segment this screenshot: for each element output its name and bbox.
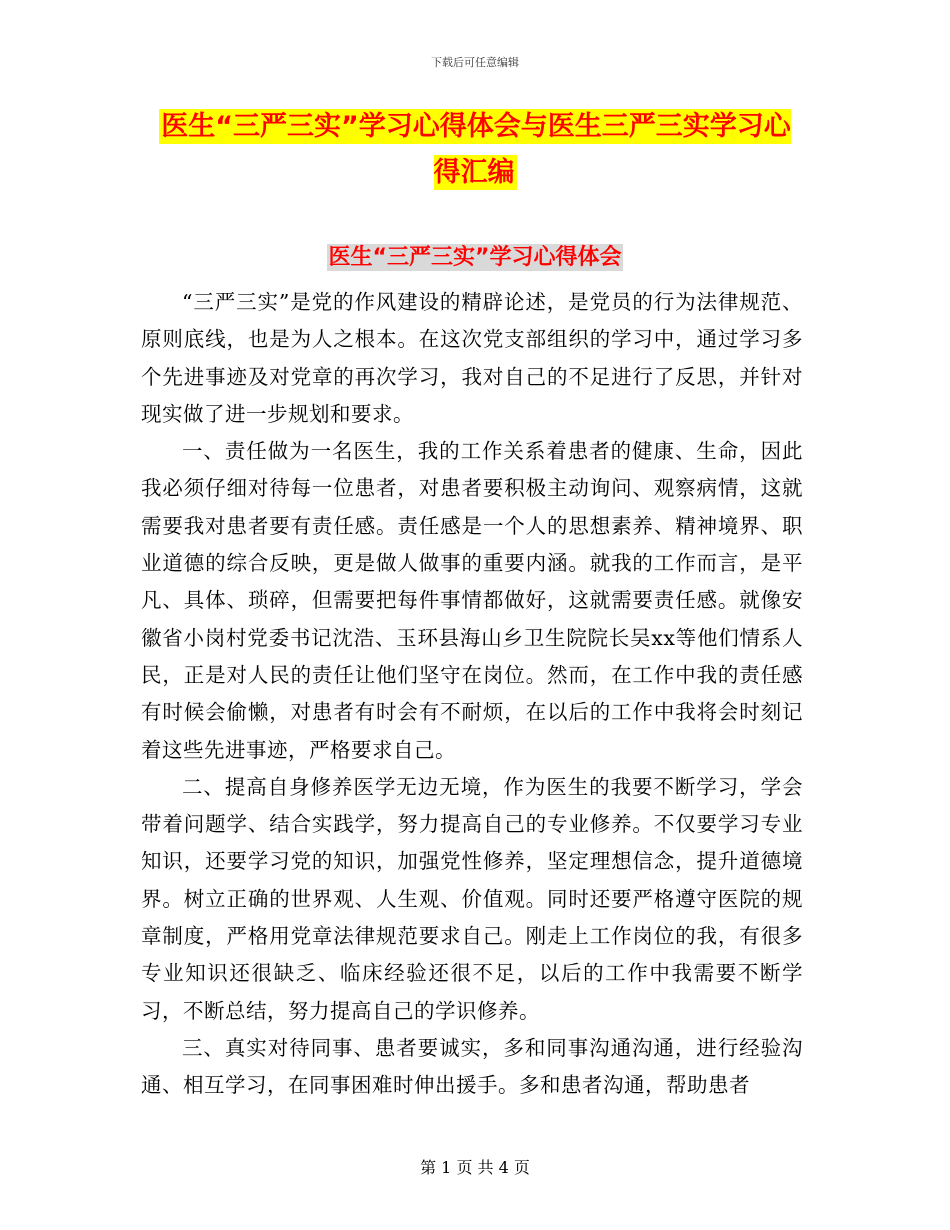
document-title — [150, 104, 800, 196]
section-title-text: 医生“三严三实”学习心得体会 — [328, 245, 622, 270]
paragraph-responsibility: 一、责任做为一名医生，我的工作关系着患者的健康、生命，因此我必须仔细对待每一位患者，对患者要积极主动询问、观察病情，这就需要我对患者要有责任感。责任感是一个人的思想素养、精神境界、职业道德的综合反映，更是做人做事的重要内涵。就我的工作而言，是平凡、具体、琐碎，但需要把每件事情都做好，这就需要责任感。就像安徽省小岗村党委书记沈浩、玉环县海山乡卫生院院长吴xx等他们情系人民，正是对人民的责任让他们坚守在岗位。然而，在工作中我的责任感有时候会偷懒，对患者有时会有不耐烦，在以后的工作中我将会时刻记着这些先进事迹，严格要求自己。 — [141, 439, 803, 762]
paragraph-self-improvement: 二、提高自身修养医学无边无境，作为医生的我要不断学习，学会带着问题学、结合实践学，努力提高自己的专业修养。不仅要学习专业知识，还要学习党的知识，加强党性修养，坚定理想信念，提升道德境界。树立正确的世界观、人生观、价值观。同时还要严格遵守医院的规章制度，严格用党章法律规范要求自己。刚走上工作岗位的我，有很多专业知识还很缺乏、临床经验还很不足，以后的工作中我需要不断学习，不断总结，努力提高自己的学识修养。 — [141, 774, 803, 1023]
body-text — [141, 284, 803, 1105]
page-number-footer: 第 1 页 共 4 页 — [420, 1158, 530, 1177]
paragraph-honesty: 三、真实对待同事、患者要诚实，多和同事沟通沟通，进行经验沟通、相互学习，在同事困难时伸出援手。多和患者沟通，帮助患者 — [141, 1035, 803, 1098]
document-title-text: 医生“三严三实”学习心得体会与医生三严三实学习心得汇编 — [161, 111, 791, 188]
header-note: 下载后可任意编辑 — [431, 56, 519, 69]
paragraph-intro: “三严三实”是党的作风建设的精辟论述，是党员的行为法律规范、原则底线，也是为人之根本。在这次党支部组织的学习中，通过学习多个先进事迹及对党章的再次学习，我对自己的不足进行了反思，并针对现实做了进一步规划和要求。 — [141, 290, 803, 426]
section-title — [0, 243, 950, 273]
